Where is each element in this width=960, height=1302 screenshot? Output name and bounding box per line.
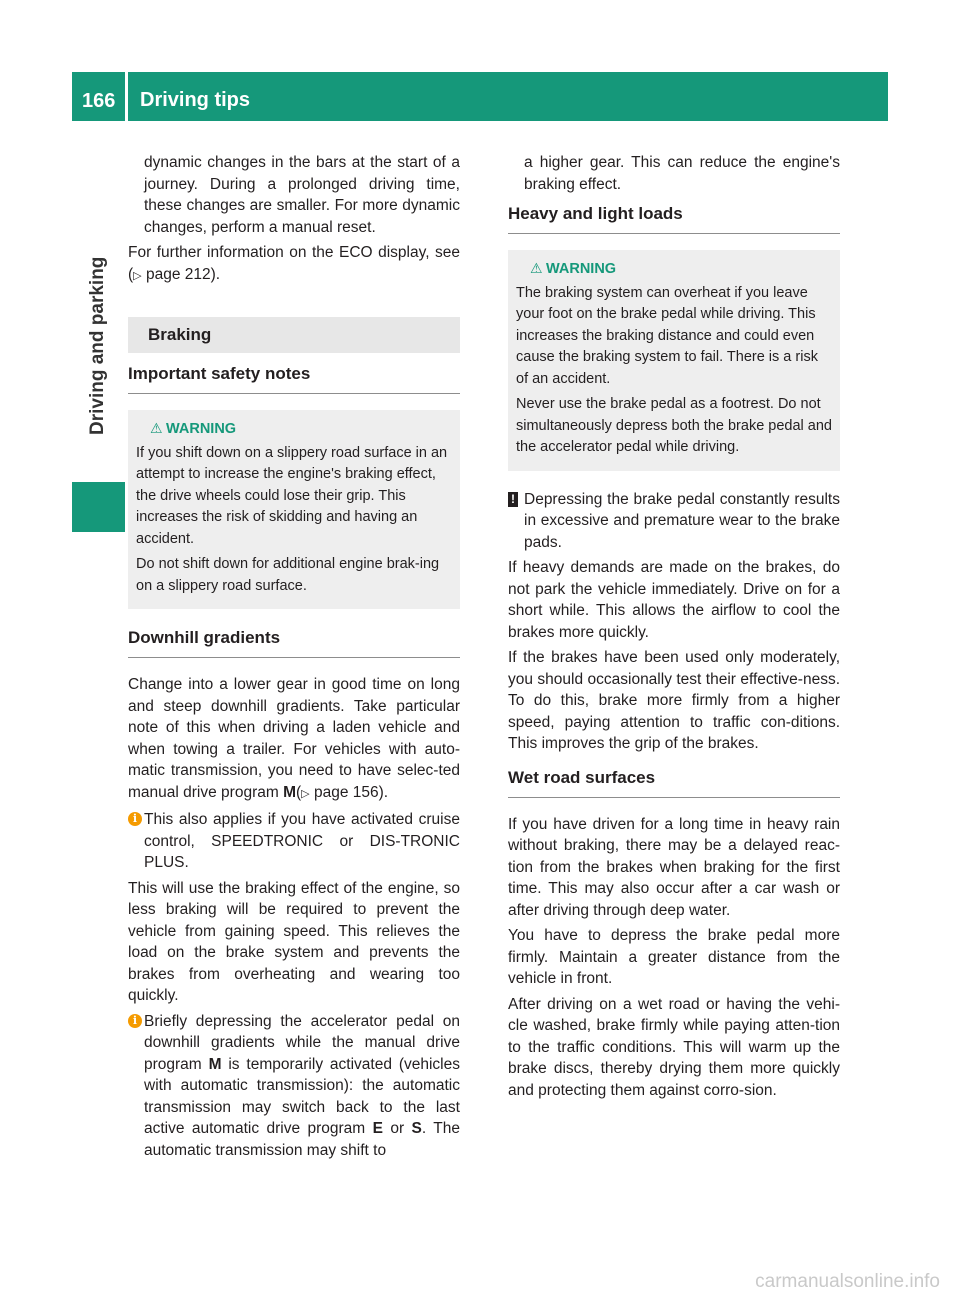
header-separator [125,72,128,121]
paragraph: After driving on a wet road or having the vehi-cle washed, brake firmly while paying atten-tion to the traffic conditions. This will warm up the brake discs, thereby drying them more quickly and protecting them against corro-sion. [508,995,840,1099]
page-reference[interactable]: page 212). [145,265,221,283]
caution-note [508,489,840,554]
paragraph-text: For further information on the ECO display, see ( [128,244,460,283]
warning-triangle-icon: ⚠ [150,420,163,436]
warning-text: Never use the brake pedal as a footrest. Do not simultaneously depress both the brake pedal and the accelerator pedal while driving. [516,396,832,455]
paragraph [128,242,460,287]
page-reference-arrow-icon: ▷ [301,787,310,800]
warning-title [530,258,832,281]
page-title: Driving tips [140,89,251,111]
subheading: Important safety notes [128,363,460,394]
paragraph: dynamic changes in the bars at the start of a journey. During a prolonged driving time, these changes are smaller. For more dynamic changes, perform a manual reset. [144,154,460,236]
warning-text: Do not shift down for additional engine brak-ing on a slippery road surface. [136,556,440,594]
caution-text: Depressing the brake pedal constantly results in excessive and premature wear to the brake pads. [524,490,840,551]
section-heading: Braking [128,317,460,353]
warning-text: If you shift down on a slippery road surface in an attempt to increase the engine's braking effect, the drive wheels could lose their grip. This increases the risk of skidding and having an accident. [136,444,448,547]
drive-program-m: M [283,783,296,801]
info-note [128,809,460,874]
info-text: This also applies if you have activated cruise control, SPEEDTRONIC or DIS-TRONIC PLUS. [144,811,460,871]
info-icon: i [128,812,142,826]
drive-program-s: S [411,1120,422,1137]
paragraph: You have to depress the brake pedal more firmly. Maintain a greater distance from the vehicle in front. [508,927,840,987]
warning-label: WARNING [546,261,617,277]
paragraph-text: Change into a lower gear in good time on long and steep downhill gradients. Take particular note of this when driving a laden vehicle and when towing a trailer. For vehicles with auto-matic transmission, you need to have selec-ted manual drive program [128,676,460,801]
exclamation-icon: ! [508,492,518,507]
paragraph: If you have driven for a long time in heavy rain without braking, there may be a delayed reac-tion from the brakes when braking for the first time. This may also occur after a car wash or after driving through deep water. [508,815,840,919]
info-text: or [382,1120,412,1137]
subheading: Wet road surfaces [508,767,840,798]
info-text: Briefly depressing the accelerator pedal on downhill gradients while the manual drive program [144,1012,460,1073]
drive-program-e: E [372,1120,383,1137]
paragraph: This will use the braking effect of the engine, so less braking will be required to prevent the vehicle from gaining speed. This relieves the load on the brake system and prevents the brakes from overheating and wearing too quickly. [128,879,460,1004]
paragraph: a higher gear. This can reduce the engine's braking effect. [524,154,840,193]
warning-label: WARNING [166,421,237,437]
paragraph: If the brakes have been used only moderately, you should occasionally test their effective-ness. To do this, brake more firmly from a higher speed, paying attention to traffic con-ditions. This improves the grip of the brakes. [508,649,840,752]
subheading: Heavy and light loads [508,203,840,234]
page-reference[interactable]: page 156). [313,783,389,801]
info-icon: i [128,1014,142,1028]
subheading: Downhill gradients [128,627,460,658]
watermark: carmanualsonline.info [755,1271,940,1292]
warning-box [508,250,840,471]
warning-text: The braking system can overheat if you leave your foot on the brake pedal while driving. This increases the braking distance and could even cause the braking system to fail. There is a risk of an accident. [516,284,818,387]
paragraph: Change into a lower gear in good time on long and steep downhill gradients. Take particular note of this when driving a laden vehicle and when towing a trailer. For vehicles with auto-matic transmission, you need to have selec-ted manual drive program M(▷ page 156). [128,676,460,801]
warning-title [150,418,452,441]
info-text: . The automatic transmission may shift to [144,1120,460,1159]
side-tab-marker [72,482,125,532]
paragraph: If heavy demands are made on the brakes, do not park the vehicle immediately. Drive on for a short while. This allows the airflow to cool the brakes more quickly. [508,559,840,641]
drive-program-m: M [208,1055,222,1073]
side-tab-label: Driving and parking [87,256,108,435]
warning-box [128,410,460,609]
warning-triangle-icon: ⚠ [530,260,543,276]
info-note [128,1011,460,1162]
left-column [128,152,460,1165]
info-text: is temporarily activated (vehicles with automatic transmission): the automatic transmission may switch back to the last active automatic drive program [144,1055,460,1137]
page-reference-arrow-icon: ▷ [133,269,142,282]
page-number: 166 [82,90,116,112]
right-column [508,152,840,1105]
